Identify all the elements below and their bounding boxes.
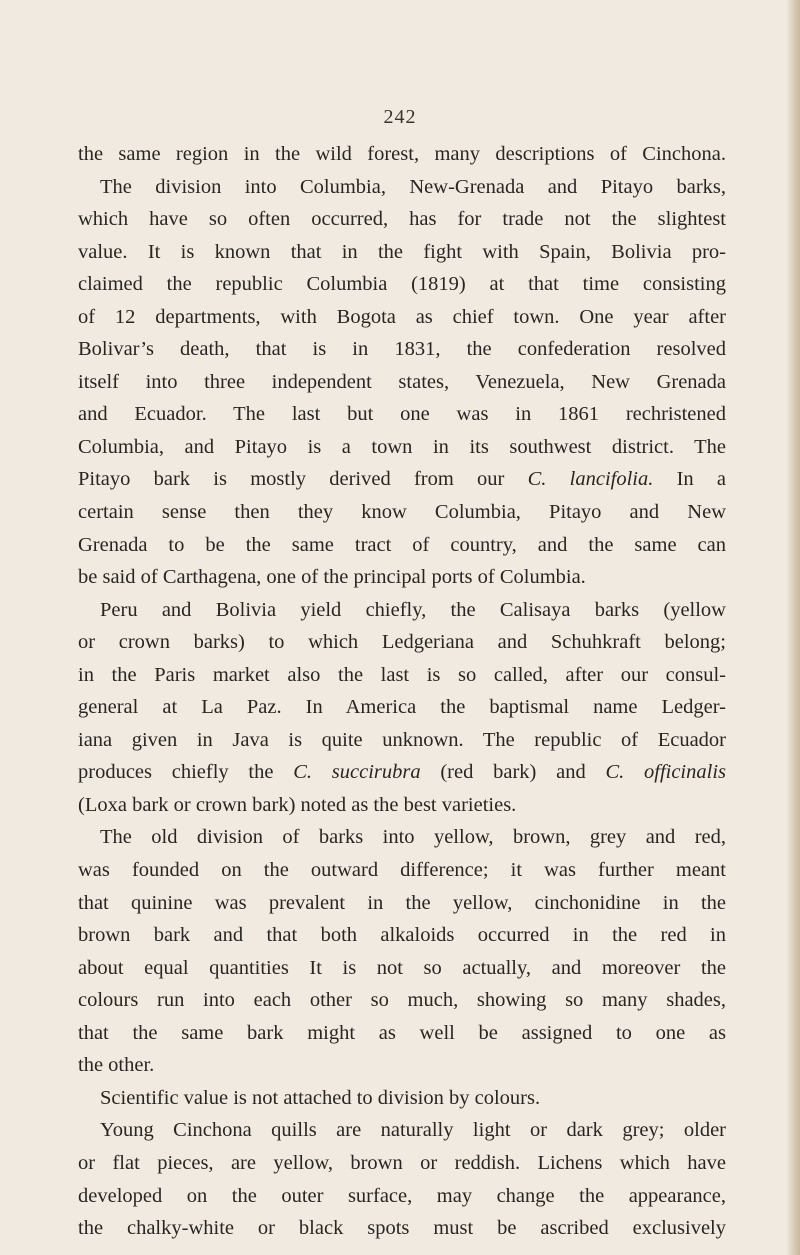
text-line [78,984,726,1017]
text-segment: and Ecuador. The last but one was in 1861 rechristened [78,403,726,426]
text-segment: developed on the outer surface, may change the appearance, [78,1184,726,1207]
text-line [78,431,726,464]
text-line [78,724,726,757]
text-segment: about equal quantities It is not so actually, and moreover the [78,956,726,979]
text-segment: of 12 departments, with Bogota as chief town. One year after [78,305,726,328]
text-line [78,236,726,269]
text-line [78,626,726,659]
text-line [78,952,726,985]
text-segment: Scientific value is not attached to division by colours. [100,1086,541,1109]
text-line [78,333,726,366]
text-line [78,691,726,724]
text-segment: The division into Columbia, New-Grenada and Pitayo barks, [100,175,726,198]
text-line [78,919,726,952]
text-line [78,171,726,204]
text-line [78,594,726,627]
page-edge-shadow [786,0,800,1255]
text-segment: In a [653,468,727,491]
text-line [78,1114,726,1147]
text-segment: The old division of barks into yellow, brown, grey and red, [100,826,726,849]
text-segment: brown bark and that both alkaloids occurred in the red in [78,924,726,947]
text-segment: that quinine was prevalent in the yellow, cinchonidine in the [78,891,726,914]
text-segment: which have so often occurred, has for trade not the slightest [78,208,726,231]
text-segment: C. lancifolia. [527,468,654,491]
text-segment: certain sense then they know Columbia, Pitayo and New [78,501,726,524]
text-line [78,138,726,171]
text-line [78,1180,726,1213]
text-segment: Grenada to be the same tract of country, and the same can [78,533,726,556]
text-line [78,1049,726,1082]
text-segment: be said of Carthagena, one of the principal ports of Columbia. [78,566,586,589]
text-line [78,203,726,236]
text-segment: Pitayo bark is mostly derived from our [78,468,528,491]
text-line [78,1147,726,1180]
text-segment: Columbia, and Pitayo is a town in its southwest district. The [78,435,726,458]
text-line [78,529,726,562]
text-line [78,561,726,594]
text-line [78,268,726,301]
text-segment: iana given in Java is quite unknown. The republic of Ecuador [78,728,726,751]
text-segment: C. officinalis [605,761,726,784]
text-line [78,496,726,529]
text-segment: in the Paris market also the last is so called, after our consul- [78,663,726,686]
text-segment: the chalky-white or black spots must be ascribed exclusively [78,1217,726,1240]
text-segment: or flat pieces, are yellow, brown or reddish. Lichens which have [78,1151,726,1174]
text-line [78,659,726,692]
body-text [78,138,726,1245]
text-line [78,887,726,920]
text-segment: value. It is known that in the fight with Spain, Bolivia pro- [78,240,726,263]
text-line [78,1017,726,1050]
text-segment: that the same bark might as well be assigned to one as [78,1021,726,1044]
text-segment: Bolivar’s death, that is in 1831, the confederation resolved [78,338,726,361]
text-segment: Young Cinchona quills are naturally light or dark grey; older [100,1119,726,1142]
text-segment: or crown barks) to which Ledgeriana and Schuhkraft belong; [78,631,726,654]
text-segment: general at La Paz. In America the baptismal name Ledger- [78,696,726,719]
text-segment: C. succirubra [293,761,421,784]
text-line [78,789,726,822]
page-number: 242 [383,106,417,128]
text-segment: the same region in the wild forest, many descriptions of Cinchona. [78,143,726,165]
text-line [78,366,726,399]
text-line [78,301,726,334]
text-segment: (Loxa bark or crown bark) noted as the best varieties. [78,793,517,816]
text-segment: was founded on the outward difference; it was further meant [78,859,726,882]
text-segment: colours run into each other so much, showing so many shades, [78,989,726,1012]
text-line [78,398,726,431]
text-line [78,756,726,789]
text-line [78,1212,726,1245]
text-line [78,854,726,887]
text-segment: produces chiefly the [78,761,294,784]
text-segment: (red bark) and [420,761,606,784]
text-line [78,463,726,496]
text-segment: the other. [78,1054,155,1077]
text-line [78,1082,726,1115]
text-segment: claimed the republic Columbia (1819) at that time consisting [78,273,726,296]
text-line [78,821,726,854]
text-segment: Peru and Bolivia yield chiefly, the Calisaya barks (yellow [100,598,726,621]
text-segment: itself into three independent states, Venezuela, New Grenada [78,370,726,393]
